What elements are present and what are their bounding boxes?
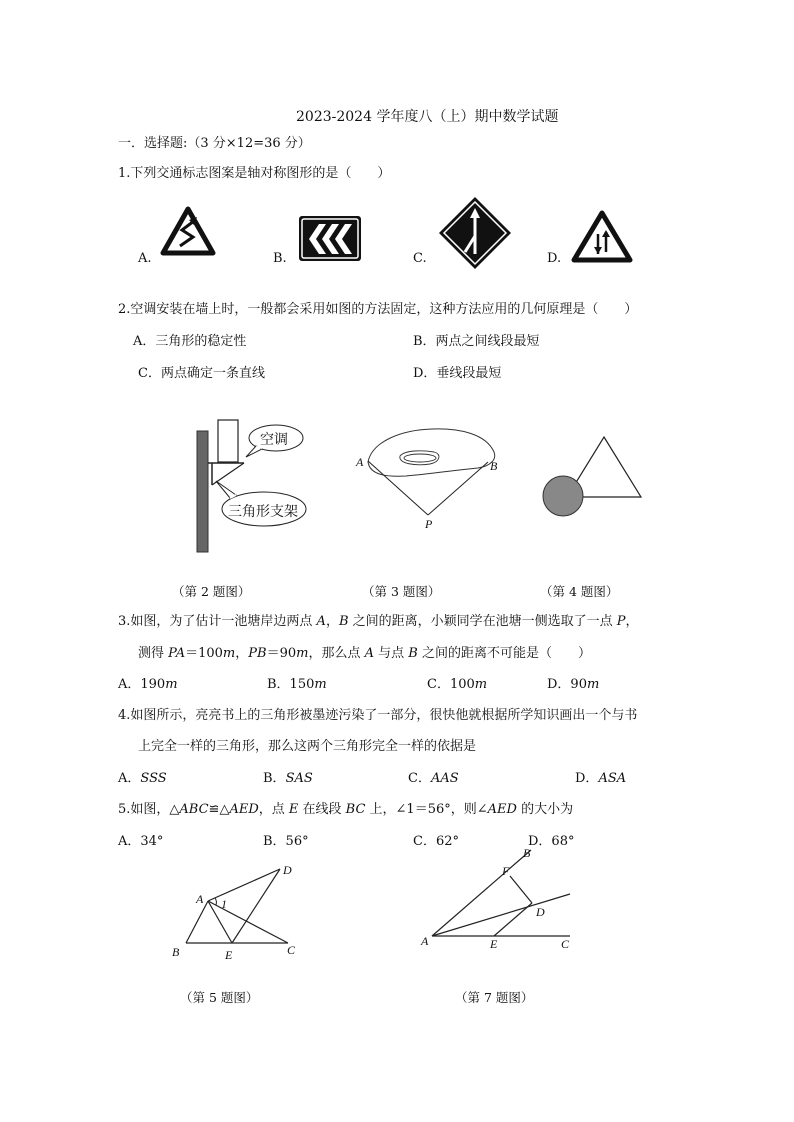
q3-option-b xyxy=(267,677,327,693)
q4-option-b-letter: B． xyxy=(263,771,286,786)
q2-option-c: C．两点确定一条直线 xyxy=(138,366,265,381)
fig7-label-e: E xyxy=(490,937,498,951)
fig3-label-b: B xyxy=(490,459,498,473)
q3-point-b: B xyxy=(408,646,418,661)
q2-option-b: B．两点之间线段最短 xyxy=(413,334,540,349)
fig3-caption: （第 3 题图） xyxy=(362,584,441,599)
q3-text: ＝100 xyxy=(185,646,223,661)
q5-option-c: C．62° xyxy=(413,834,459,849)
fig5-label-b: B xyxy=(172,945,180,959)
q4-option-a xyxy=(118,771,167,787)
q3-text: 与点 xyxy=(373,646,409,661)
sign-b-icon xyxy=(299,216,363,262)
q4-option-b-text: SAS xyxy=(285,771,313,786)
fig5-label-1: 1 xyxy=(221,897,227,911)
q3-text: ， xyxy=(625,614,639,629)
q5-option-a: A．34° xyxy=(118,834,164,849)
q5-abc: ABC xyxy=(179,802,209,817)
q3-option-a xyxy=(118,677,178,693)
q5-stem xyxy=(118,802,573,818)
fig7-label-a: A xyxy=(421,934,429,948)
figure-3-pond-diagram xyxy=(360,420,510,520)
q4-option-b xyxy=(263,771,313,787)
figure-2-diagram xyxy=(190,415,320,560)
q2-option-a: A．三角形的稳定性 xyxy=(133,334,247,349)
fig5-label-d: D xyxy=(283,863,292,877)
q3-option-b-unit: m xyxy=(314,677,327,692)
q3-point-a: A xyxy=(364,646,374,661)
q2-option-d: D．垂线段最短 xyxy=(413,366,502,381)
q3-text: 测得 xyxy=(138,646,169,661)
q5-option-d: D．68° xyxy=(528,834,575,849)
fig7-caption: （第 7 题图） xyxy=(455,990,534,1005)
fig5-caption: （第 5 题图） xyxy=(180,990,259,1005)
q5-text: 上，∠1＝56°，则∠ xyxy=(365,802,488,817)
q3-text: ＝90 xyxy=(266,646,297,661)
q3-text: 3.如图，为了估计一池塘岸边两点 xyxy=(118,614,317,629)
q3-line-2 xyxy=(138,646,591,662)
q3-text: 之间的距离不可能是（ ） xyxy=(417,646,591,661)
figure-7-angle-diagram xyxy=(420,850,580,950)
q5-e: E xyxy=(288,802,299,817)
figure-4-triangle-diagram xyxy=(540,433,650,523)
fig5-label-c: C xyxy=(287,943,296,957)
q3-text: ，那么点 xyxy=(308,646,365,661)
fig3-label-a: A xyxy=(356,455,364,469)
q4-line-2: 上完全一样的三角形，那么这两个三角形完全一样的依据是 xyxy=(138,739,477,754)
q3-text: 之间的距离，小颖同学在池塘一侧选取了一点 xyxy=(348,614,617,629)
q3-point-a: A xyxy=(316,614,326,629)
q3-pa: PA xyxy=(168,646,186,661)
q4-option-a-letter: A． xyxy=(118,771,141,786)
fig7-label-f: F xyxy=(502,864,510,878)
sign-d-icon xyxy=(572,210,634,266)
fig7-label-c: C xyxy=(561,937,570,951)
q5-text: 在线段 xyxy=(298,802,346,817)
q3-option-b-num: B．150 xyxy=(267,677,315,692)
q3-option-c-num: C．100 xyxy=(427,677,475,692)
q5-text: ，点 xyxy=(258,802,289,817)
q4-option-d xyxy=(575,771,626,787)
q1-stem: 1.下列交通标志图案是轴对称图形的是（ ） xyxy=(118,166,391,181)
q5-option-b: B．56° xyxy=(263,834,309,849)
q4-option-c xyxy=(408,771,459,787)
q3-option-a-num: A．190 xyxy=(118,677,166,692)
q4-option-a-text: SSS xyxy=(140,771,167,786)
sign-c-icon xyxy=(438,196,512,270)
aircon-label: 空调 xyxy=(260,432,288,448)
q1-option-b: B. xyxy=(273,251,287,266)
q3-pb: PB xyxy=(248,646,267,661)
q1-option-c: C. xyxy=(413,251,427,266)
q4-line-1: 4.如图所示，亮亮书上的三角形被墨迹污染了一部分，很快他就根据所学知识画出一个与书 xyxy=(118,708,638,723)
fig2-caption: （第 2 题图） xyxy=(172,584,251,599)
q3-unit: m xyxy=(222,646,236,661)
q1-option-d: D. xyxy=(547,251,562,266)
q5-text: 5.如图，△ xyxy=(118,802,180,817)
q5-bc: BC xyxy=(345,802,366,817)
q3-unit: m xyxy=(296,646,309,661)
q4-option-c-letter: C． xyxy=(408,771,431,786)
q5-aed: AED xyxy=(229,802,259,817)
sign-a-icon xyxy=(160,206,240,266)
q5-aed: AED xyxy=(487,802,517,817)
q5-text: 的大小为 xyxy=(516,802,574,817)
q4-option-c-text: AAS xyxy=(430,771,459,786)
q4-option-d-letter: D． xyxy=(575,771,599,786)
bracket-label: 三角形支架 xyxy=(228,504,298,520)
section-heading: 一．选择题:（3 分×12=36 分） xyxy=(118,136,311,151)
q3-point-p: P xyxy=(616,614,626,629)
q3-option-c-unit: m xyxy=(474,677,488,692)
q3-option-d-num: D．90 xyxy=(547,677,587,692)
q5-text: ≌△ xyxy=(208,802,230,817)
q2-stem: 2.空调安装在墙上时，一般都会采用如图的方法固定，这种方法应用的几何原理是（ ） xyxy=(118,302,638,317)
fig3-label-p: P xyxy=(425,517,433,531)
q3-point-b: B xyxy=(338,614,349,629)
q3-text: ， xyxy=(325,614,339,629)
q3-text: ， xyxy=(235,646,249,661)
fig7-label-b: B xyxy=(523,846,531,860)
fig4-caption: （第 4 题图） xyxy=(540,584,619,599)
q3-option-d xyxy=(547,677,599,693)
fig5-label-e: E xyxy=(225,948,233,962)
q1-option-a: A. xyxy=(138,251,152,266)
fig5-label-a: A xyxy=(196,892,204,906)
page-title: 2023-2024 学年度八（上）期中数学试题 xyxy=(296,109,559,125)
fig7-label-d: D xyxy=(536,905,545,919)
q3-option-d-unit: m xyxy=(586,677,600,692)
q3-option-c xyxy=(427,677,487,693)
q3-line-1 xyxy=(118,614,639,630)
q4-option-d-text: ASA xyxy=(598,771,627,786)
q3-option-a-unit: m xyxy=(165,677,178,692)
